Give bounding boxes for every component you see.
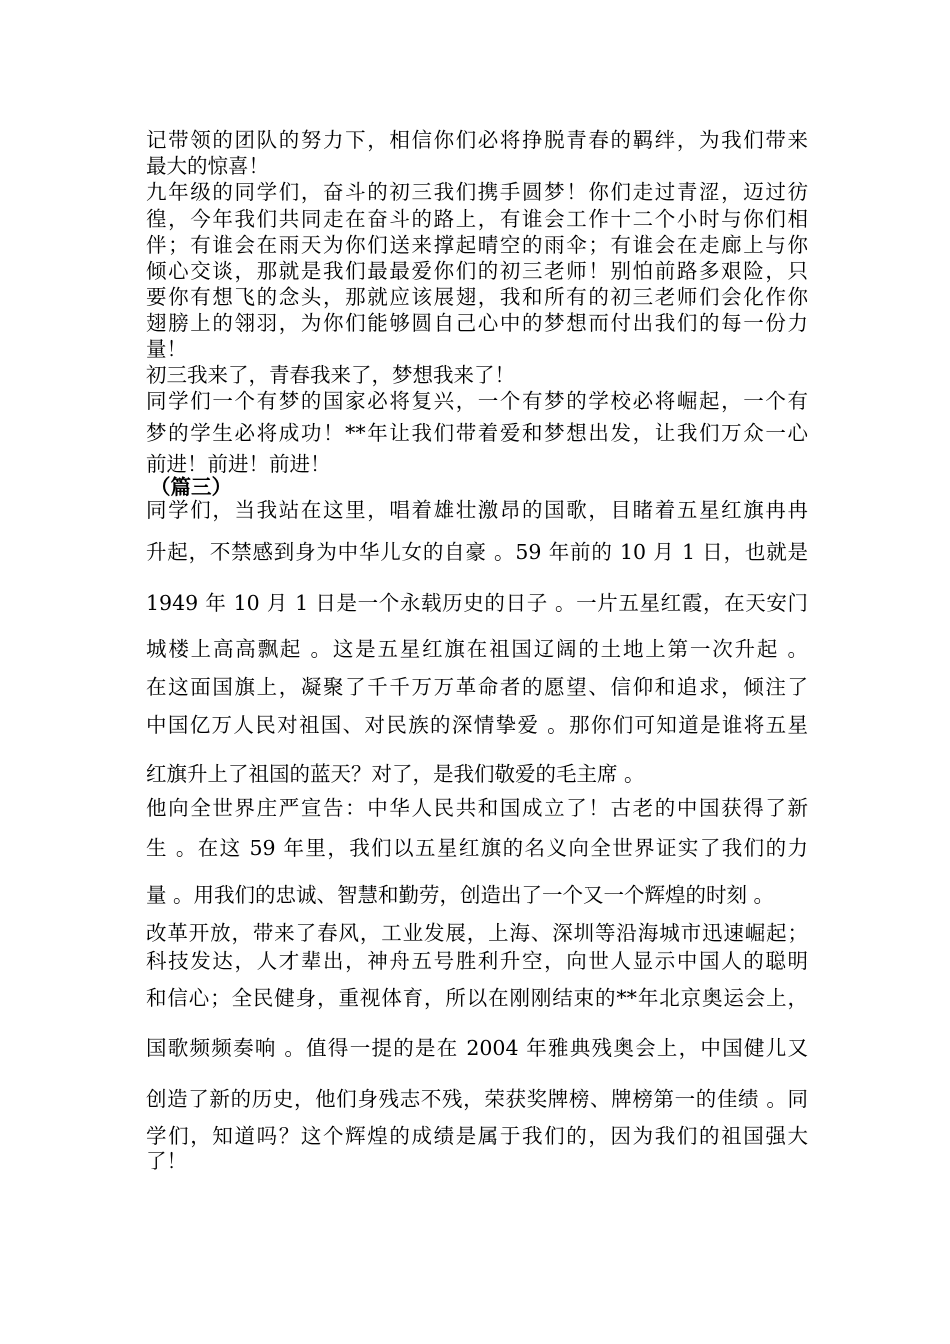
paragraph-line: 改革开放，带来了春风，工业发展，上海、深圳等沿海城市迅速崛起； xyxy=(146,921,808,945)
paragraph-line: 学们，知道吗？这个辉煌的成绩是属于我们的，因为我们的祖国强大 xyxy=(146,1124,808,1148)
paragraph-line: 要你有想飞的念头，那就应该展翅，我和所有的初三老师们会化作你 xyxy=(146,285,808,309)
paragraph-line: 城楼上高高飘起 。这是五星红旗在祖国辽阔的土地上第一次升起 。 xyxy=(146,637,808,661)
paragraph-line: 徨，今年我们共同走在奋斗的路上，有谁会工作十二个小时与你们相 xyxy=(146,207,808,231)
paragraph-line: 中国亿万人民对祖国、对民族的深情挚爱 。那你们可知道是谁将五星 xyxy=(146,713,808,737)
document-page xyxy=(146,0,816,1344)
paragraph-line: 九年级的同学们，奋斗的初三我们携手圆梦！你们走过青涩，迈过彷 xyxy=(146,180,808,204)
section-heading: （篇三） xyxy=(150,475,232,499)
paragraph-line: 1949 年 10 月 1 日是一个永载历史的日子 。一片五星红霞，在天安门 xyxy=(146,591,808,615)
paragraph-line: 红旗升上了祖国的蓝天？对了，是我们敬爱的毛主席 。 xyxy=(146,762,645,786)
paragraph-line: 创造了新的历史，他们身残志不残，荣获奖牌榜、牌榜第一的佳绩 。同 xyxy=(146,1087,808,1111)
paragraph-line: 在这面国旗上，凝聚了千千万万革命者的愿望、信仰和追求，倾注了 xyxy=(146,675,808,699)
paragraph-line: 同学们，当我站在这里，唱着雄壮激昂的国歌，目睹着五星红旗冉冉 xyxy=(146,498,808,522)
paragraph-line: 记带领的团队的努力下，相信你们必将挣脱青春的羁绊，为我们带来 xyxy=(146,128,808,152)
paragraph-line: 初三我来了，青春我来了，梦想我来了！ xyxy=(146,363,515,387)
paragraph-line: 最大的惊喜！ xyxy=(146,154,269,178)
paragraph-line: 升起，不禁感到身为中华儿女的自豪 。59 年前的 10 月 1 日，也就是 xyxy=(146,540,808,564)
paragraph-line: 科技发达，人才辈出，神舟五号胜利升空，向世人显示中国人的聪明 xyxy=(146,949,808,973)
paragraph-line: 伴；有谁会在雨天为你们送来撑起晴空的雨伞；有谁会在走廊上与你 xyxy=(146,233,808,257)
paragraph-line: 倾心交谈，那就是我们最最爱你们的初三老师！别怕前路多艰险，只 xyxy=(146,259,808,283)
paragraph-line: 同学们一个有梦的国家必将复兴，一个有梦的学校必将崛起，一个有 xyxy=(146,389,808,413)
paragraph-line: 量 。用我们的忠诚、智慧和勤劳，创造出了一个又一个辉煌的时刻 。 xyxy=(146,883,775,907)
paragraph-line: 前进！前进！前进！ xyxy=(146,452,331,476)
paragraph-line: 梦的学生必将成功！**年让我们带着爱和梦想出发，让我们万众一心 xyxy=(146,421,808,445)
paragraph-line: 量！ xyxy=(146,337,187,361)
paragraph-line: 翅膀上的翎羽，为你们能够圆自己心中的梦想而付出我们的每一份力 xyxy=(146,311,808,335)
paragraph-line: 他向全世界庄严宣告：中华人民共和国成立了！古老的中国获得了新 xyxy=(146,796,808,820)
paragraph-line: 了！ xyxy=(146,1149,187,1173)
paragraph-line: 和信心；全民健身，重视体育，所以在刚刚结束的**年北京奥运会上， xyxy=(146,986,808,1010)
paragraph-line: 生 。在这 59 年里，我们以五星红旗的名义向全世界证实了我们的力 xyxy=(146,836,808,860)
paragraph-line: 国歌频频奏响 。值得一提的是在 2004 年雅典残奥会上，中国健儿又 xyxy=(146,1036,808,1060)
